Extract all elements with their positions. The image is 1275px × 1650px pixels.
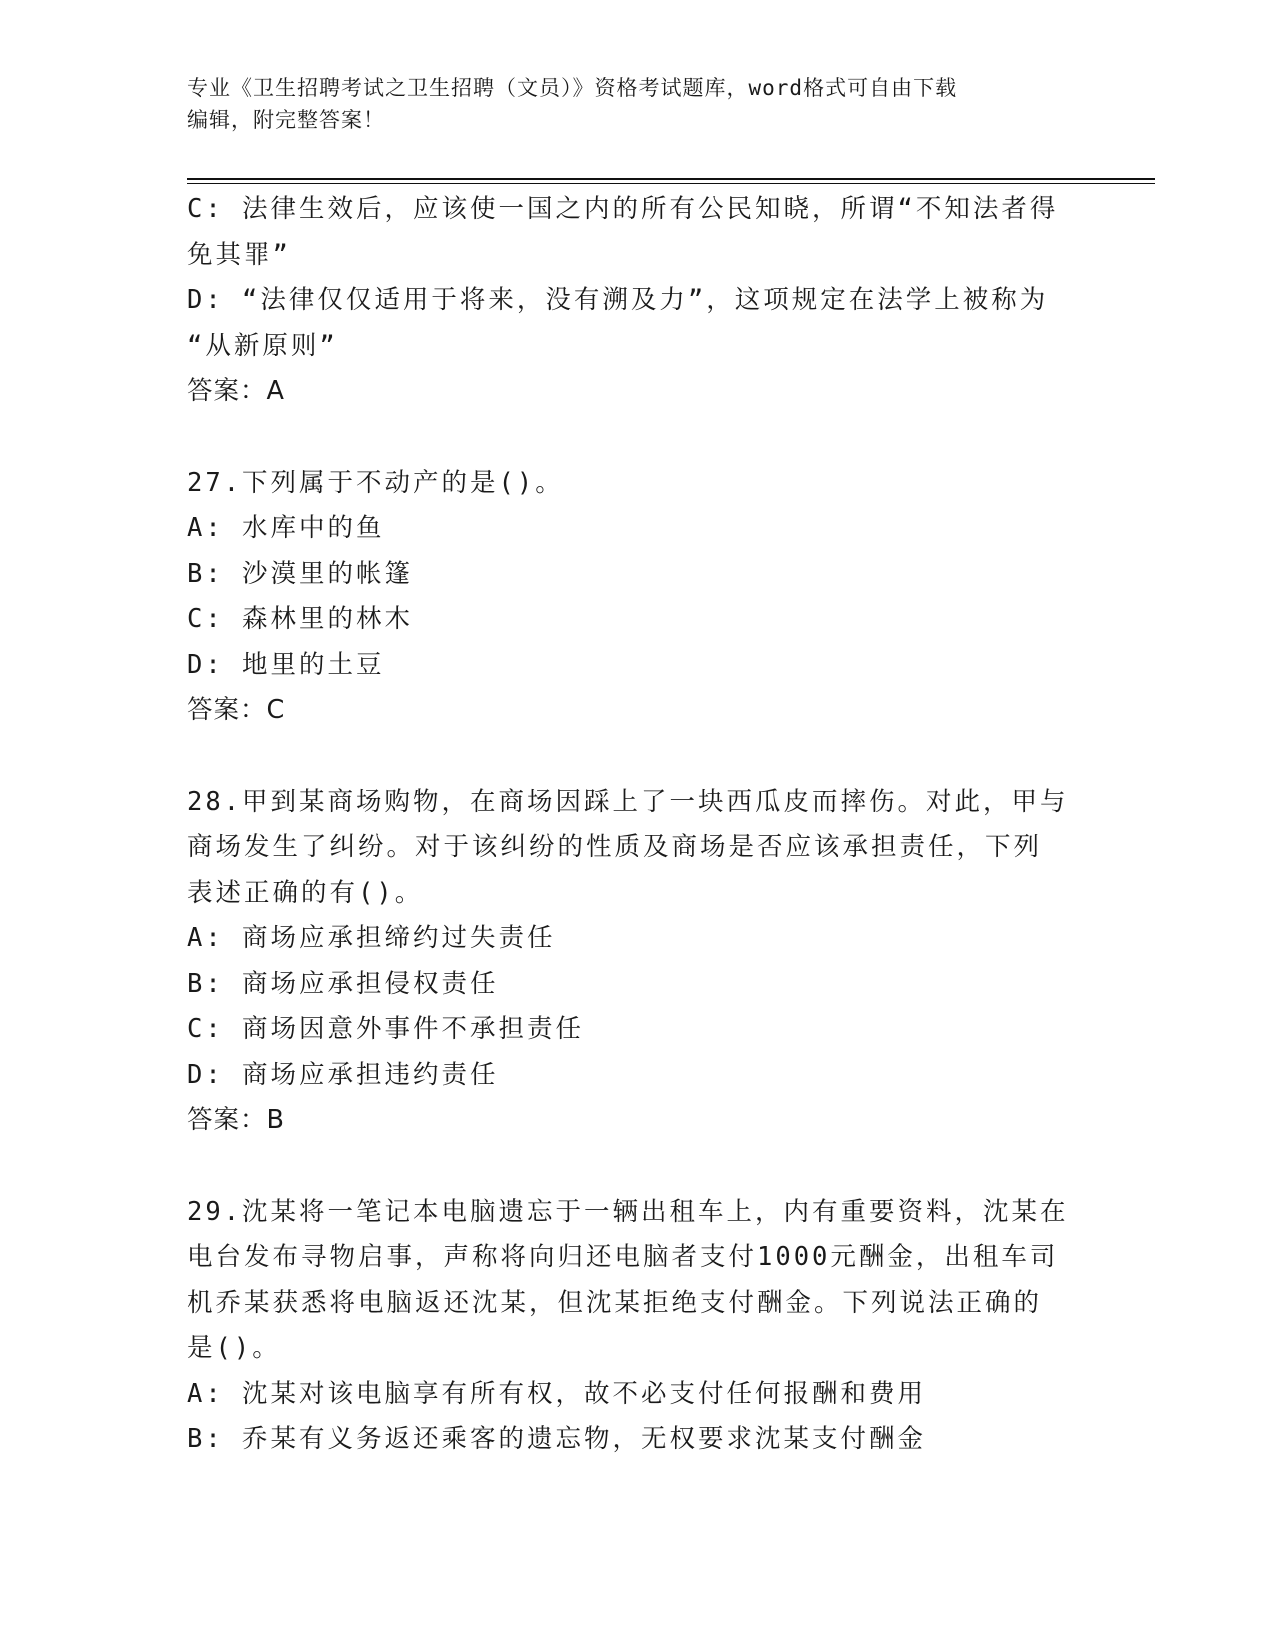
spacer: [187, 415, 1087, 461]
option-c: C: 法律生效后，应该使一国之内的所有公民知晓，所谓“不知法者得: [187, 194, 1059, 224]
option-c: C: 商场因意外事件不承担责任: [187, 1014, 585, 1044]
answer-label: 答案：B: [187, 1105, 285, 1135]
spacer: [187, 734, 1087, 780]
question-stem-continued: 商场发生了纠纷。对于该纠纷的性质及商场是否应该承担责任，下列: [187, 832, 1043, 862]
question-29: [187, 1190, 1087, 1463]
header-divider-thick: [187, 178, 1155, 180]
question-26-continued: [187, 187, 1087, 415]
option-c-continued: 免其罪”: [187, 239, 291, 270]
question-stem-continued: 机乔某获悉将电脑返还沈某，但沈某拒绝支付酬金。下列说法正确的: [187, 1287, 1043, 1318]
option-c: C: 森林里的林木: [187, 604, 414, 634]
question-27: [187, 461, 1087, 734]
document-body: [187, 187, 1087, 1463]
answer-label: 答案：A: [187, 376, 285, 406]
answer-label: 答案：C: [187, 695, 286, 725]
question-stem-continued: 表述正确的有()。: [187, 877, 424, 908]
spacer: [187, 1144, 1087, 1190]
header-divider-thin: [187, 183, 1155, 184]
option-d: D: 地里的土豆: [187, 649, 385, 680]
option-a: A: 商场应承担缔约过失责任: [187, 923, 556, 953]
option-a: A: 沈某对该电脑享有所有权，故不必支付任何报酬和费用: [187, 1378, 927, 1409]
header-line-2: 编辑，附完整答案！: [187, 108, 385, 132]
option-b: B: 乔某有义务返还乘客的遗忘物，无权要求沈某支付酬金: [187, 1424, 927, 1454]
option-d-continued: “从新原则”: [187, 330, 338, 361]
question-stem-continued: 电台发布寻物启事，声称将向归还电脑者支付1000元酬金，出租车司: [187, 1242, 1059, 1272]
option-b: B: 沙漠里的帐篷: [187, 558, 414, 589]
question-stem-continued: 是()。: [187, 1333, 281, 1363]
option-a: A: 水库中的鱼: [187, 513, 385, 543]
question-28: [187, 780, 1087, 1144]
question-stem: 29.沈某将一笔记本电脑遗忘于一辆出租车上，内有重要资料，沈某在: [187, 1196, 1069, 1227]
question-stem: 27.下列属于不动产的是()。: [187, 467, 564, 498]
question-stem: 28.甲到某商场购物，在商场因踩上了一块西瓜皮而摔伤。对此，甲与: [187, 786, 1069, 817]
document-header: [187, 72, 1067, 136]
option-b: B: 商场应承担侵权责任: [187, 968, 499, 999]
header-line-1: 专业《卫生招聘考试之卫生招聘（文员）》资格考试题库，word格式可自由下载: [187, 76, 958, 100]
option-d: D: “法律仅仅适用于将来，没有溯及力”，这项规定在法学上被称为: [187, 285, 1049, 315]
option-d: D: 商场应承担违约责任: [187, 1059, 499, 1090]
